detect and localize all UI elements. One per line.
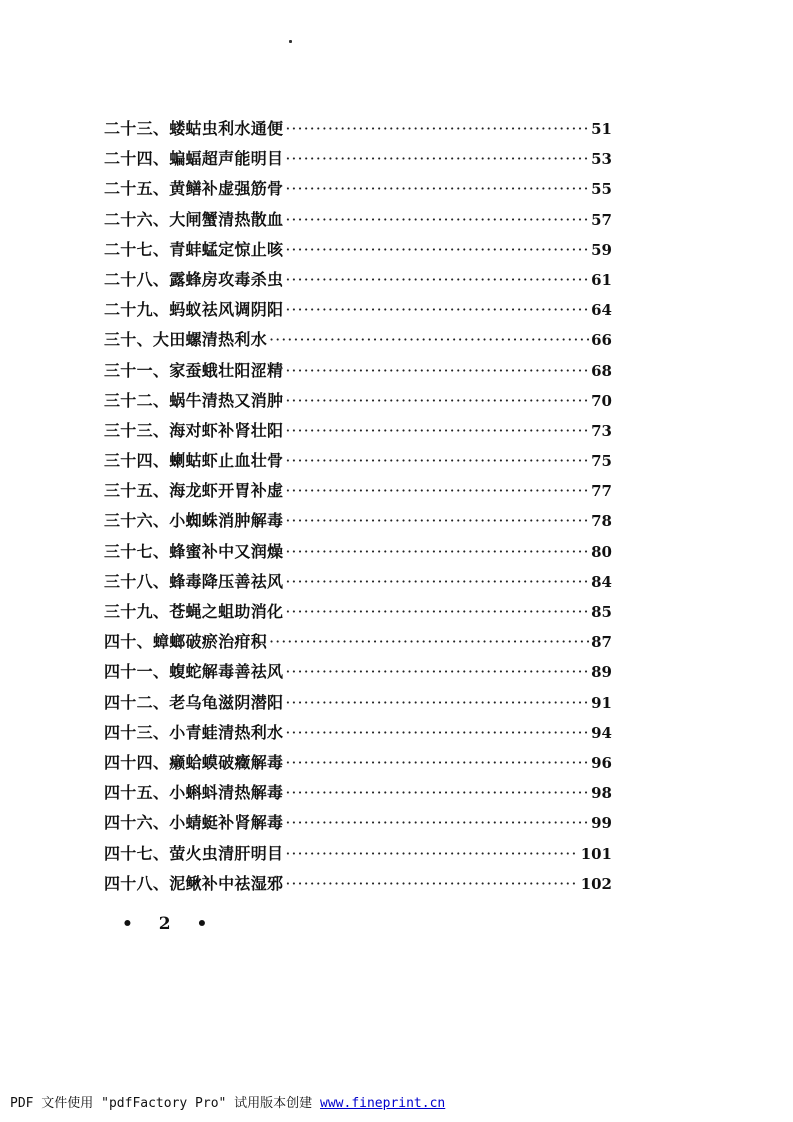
toc-leader-dots <box>285 205 589 235</box>
toc-entry-title: 三十一、家蚕蛾壮阳涩精 <box>104 360 284 380</box>
toc-entry-title: 三十九、苍蝇之蛆助消化 <box>104 602 284 621</box>
toc-entry-page: 57 <box>591 210 612 229</box>
toc-entry-title: 二十四、蝙蝠超声能明目 <box>104 149 284 169</box>
pdf-footer <box>10 1092 445 1111</box>
toc-entry <box>104 476 612 506</box>
toc-entry-page: 55 <box>591 180 612 199</box>
toc-entry-page: 75 <box>591 452 612 471</box>
toc-entry-title: 二十六、大闸蟹清热散血 <box>104 209 284 229</box>
toc-entry-page: 87 <box>591 633 612 652</box>
toc-leader-dots <box>285 597 589 627</box>
toc-entry-title: 二十九、蚂蚁祛风调阴阳 <box>104 300 284 320</box>
page-number: • 2 • <box>122 914 218 934</box>
toc-entry <box>104 325 612 355</box>
toc-entry <box>104 657 612 687</box>
toc-entry <box>104 235 612 265</box>
toc-leader-dots <box>285 476 589 506</box>
toc-leader-dots <box>285 718 589 748</box>
toc-entry-page: 78 <box>591 512 612 531</box>
toc-leader-dots <box>285 386 589 416</box>
toc-leader-dots <box>269 627 589 657</box>
toc-leader-dots <box>285 537 589 567</box>
toc-entry-page: 98 <box>591 784 612 803</box>
toc-entry-page: 91 <box>591 693 612 712</box>
toc-entry <box>104 205 612 235</box>
toc-entry-title: 四十八、泥鳅补中祛湿邪 <box>104 873 284 893</box>
toc-entry-title: 三十五、海龙虾开胃补虚 <box>104 481 284 501</box>
toc-entry <box>104 718 612 748</box>
toc-leader-dots <box>285 356 589 386</box>
toc-entry-title: 四十四、癞蛤蟆破癥解毒 <box>104 752 284 772</box>
scan-speck <box>289 40 292 43</box>
toc-entry-title: 三十四、蝲蛄虾止血壮骨 <box>104 451 284 471</box>
toc-entry <box>104 356 612 386</box>
toc-entry-title: 四十七、萤火虫清肝明目 <box>104 843 284 863</box>
toc-entry <box>104 537 612 567</box>
toc-entry <box>104 688 612 718</box>
toc-leader-dots <box>285 144 589 174</box>
toc-leader-dots <box>285 748 589 778</box>
toc-entry <box>104 174 612 204</box>
table-of-contents <box>104 114 612 899</box>
toc-entry-title: 三十二、蜗牛清热又消肿 <box>104 390 284 410</box>
toc-entry-page: 77 <box>591 482 612 501</box>
toc-entry <box>104 778 612 808</box>
toc-entry <box>104 295 612 325</box>
toc-entry-page: 89 <box>591 663 612 682</box>
toc-leader-dots <box>285 778 589 808</box>
toc-leader-dots <box>285 567 589 597</box>
toc-entry <box>104 748 612 778</box>
toc-entry-title: 二十五、黄鳝补虚强筋骨 <box>104 179 284 199</box>
toc-entry-title: 二十八、露蜂房攻毒杀虫 <box>104 269 284 289</box>
toc-entry-page: 59 <box>591 240 612 259</box>
toc-leader-dots <box>285 657 589 687</box>
toc-leader-dots <box>285 839 578 869</box>
toc-entry-title: 二十三、蝼蛄虫利水通便 <box>104 119 284 138</box>
toc-entry <box>104 114 612 144</box>
toc-entry-page: 80 <box>591 542 612 561</box>
toc-leader-dots <box>285 808 589 838</box>
toc-entry <box>104 808 612 838</box>
toc-entry-page: 96 <box>591 753 612 772</box>
toc-entry <box>104 386 612 416</box>
toc-entry <box>104 597 612 627</box>
toc-leader-dots <box>285 295 589 325</box>
toc-entry-page: 73 <box>591 421 612 440</box>
toc-entry-title: 四十三、小青蛙清热利水 <box>104 722 284 742</box>
toc-entry-title: 四十五、小蝌蚪清热解毒 <box>104 783 284 803</box>
toc-entry-title: 四十、蟑螂破瘀治疳积 <box>104 632 268 652</box>
toc-leader-dots <box>285 235 589 265</box>
toc-entry-title: 四十六、小蜻蜓补肾解毒 <box>104 813 284 833</box>
toc-entry <box>104 627 612 657</box>
toc-entry-page: 85 <box>591 603 612 621</box>
toc-entry-page: 101 <box>580 844 612 863</box>
toc-leader-dots <box>285 416 589 446</box>
toc-entry-title: 三十七、蜂蜜补中又润燥 <box>104 541 284 561</box>
toc-entry <box>104 869 612 899</box>
toc-entry-title: 三十、大田螺清热利水 <box>104 330 268 350</box>
toc-leader-dots <box>285 869 578 899</box>
footer-text: PDF 文件使用 "pdfFactory Pro" 试用版本创建 <box>10 1096 321 1111</box>
toc-entry-page: 53 <box>591 150 612 169</box>
toc-leader-dots <box>285 265 589 295</box>
toc-entry <box>104 416 612 446</box>
toc-entry-page: 70 <box>591 391 612 410</box>
toc-entry <box>104 839 612 869</box>
toc-entry-page: 99 <box>591 814 612 833</box>
toc-entry-page: 61 <box>591 270 612 289</box>
toc-entry-title: 二十七、青蚌蜢定惊止咳 <box>104 239 284 259</box>
toc-entry <box>104 567 612 597</box>
toc-entry-page: 68 <box>591 361 612 380</box>
toc-leader-dots <box>285 688 589 718</box>
toc-entry-page: 102 <box>580 874 612 893</box>
toc-entry-page: 94 <box>591 723 612 742</box>
footer-link[interactable]: www.fineprint.cn <box>320 1096 446 1111</box>
toc-entry-page: 51 <box>591 120 612 138</box>
toc-leader-dots <box>285 114 589 144</box>
toc-entry <box>104 506 612 536</box>
toc-entry-title: 三十六、小蜘蛛消肿解毒 <box>104 511 284 531</box>
toc-leader-dots <box>285 446 589 476</box>
toc-entry <box>104 144 612 174</box>
toc-entry-page: 84 <box>591 572 612 591</box>
toc-entry-page: 66 <box>591 331 612 350</box>
toc-entry <box>104 265 612 295</box>
toc-entry <box>104 446 612 476</box>
toc-leader-dots <box>269 325 589 355</box>
toc-entry-title: 三十八、蜂毒降压善祛风 <box>104 571 284 591</box>
toc-entry-title: 三十三、海对虾补肾壮阳 <box>104 420 284 440</box>
toc-entry-title: 四十二、老乌龟滋阴潜阳 <box>104 692 284 712</box>
toc-leader-dots <box>285 506 589 536</box>
toc-leader-dots <box>285 174 589 204</box>
toc-entry-page: 64 <box>591 301 612 320</box>
toc-entry-title: 四十一、蝮蛇解毒善祛风 <box>104 662 284 682</box>
